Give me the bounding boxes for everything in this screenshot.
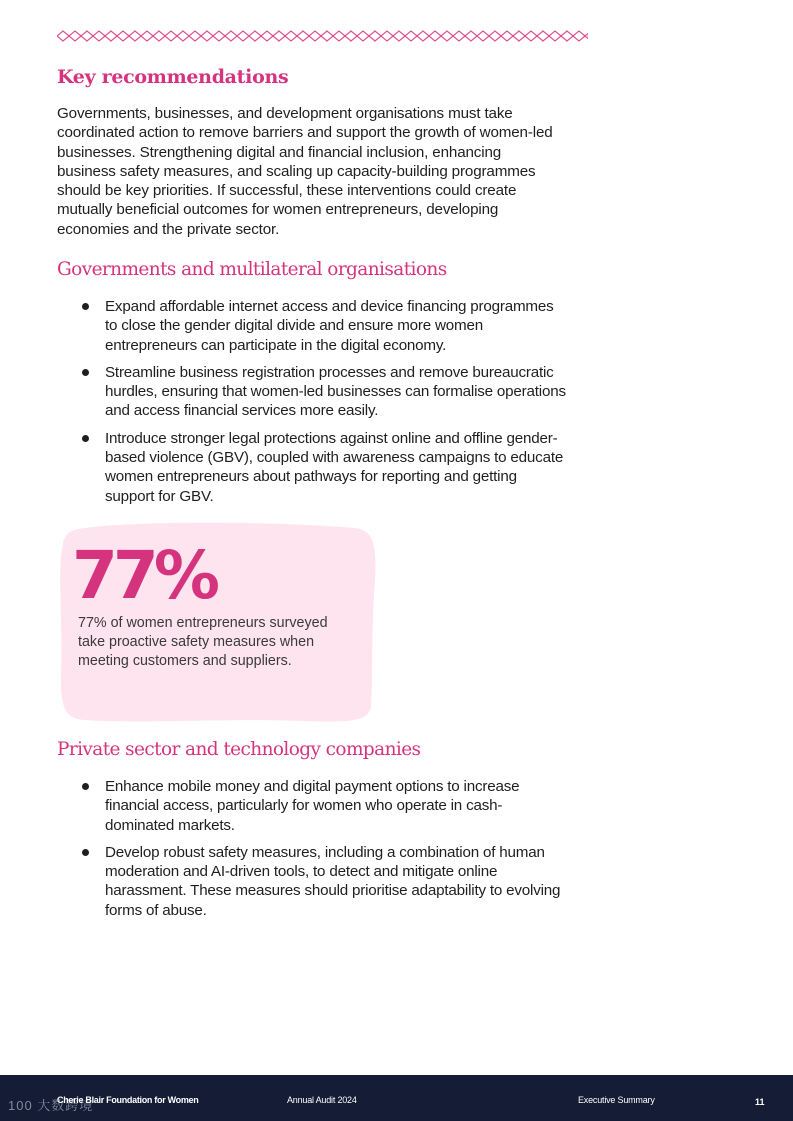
governments-list (57, 297, 567, 514)
intro-paragraph: Governments, businesses, and development organisations must take coordinated action to remove barriers and support the growth of women-led businesses. Strengthening digital and financial inclusion, enhancing business safety measures, and scaling up capacity-building programmes should be key priorities. If successful, these interventions could create mutually beneficial outcomes for women entrepreneurs, developing economies and the private sector. (57, 105, 553, 238)
list-item: Develop robust safety measures, including a combination of human moderation and AI-driven tools, to detect and mitigate online harassment. These measures should prioritise adaptability to evolving forms of abuse. (57, 843, 567, 920)
zigzag-divider (57, 29, 588, 43)
page-footer (0, 1075, 793, 1121)
footer-section-name: Executive Summary (578, 1095, 655, 1105)
stat-description: 77% of women entrepreneurs surveyed take proactive safety measures when meeting customers and suppliers. (78, 615, 328, 669)
governments-heading: Governments and multilateral organisations (57, 259, 447, 280)
private-sector-heading: Private sector and technology companies (57, 739, 421, 760)
bullet-icon (82, 303, 89, 310)
page-number: 11 (755, 1097, 765, 1107)
list-item: Introduce stronger legal protections against online and offline gender-based violence (GBV), coupled with awareness campaigns to educate women entrepreneurs about pathways for reporting and getting support for GBV. (57, 429, 567, 506)
key-recommendations-heading: Key recommendations (57, 66, 289, 88)
footer-organisation: Cherie Blair Foundation for Women (57, 1095, 199, 1105)
bullet-icon (82, 435, 89, 442)
stat-number: 77% (72, 537, 215, 614)
bullet-icon (82, 849, 89, 856)
list-item: Enhance mobile money and digital payment options to increase financial access, particularly for women who operate in cash-dominated markets. (57, 777, 567, 835)
bullet-icon (82, 783, 89, 790)
list-item: Expand affordable internet access and device financing programmes to close the gender digital divide and ensure more women entrepreneurs can participate in the digital economy. (57, 297, 567, 355)
watermark: 100 大数跨境 (8, 1098, 94, 1113)
list-item: Streamline business registration processes and remove bureaucratic hurdles, ensuring that women-led businesses can formalise operations and access financial services more easily. (57, 363, 567, 421)
private-sector-list (57, 777, 567, 928)
bullet-icon (82, 369, 89, 376)
footer-report-title: Annual Audit 2024 (287, 1095, 357, 1105)
